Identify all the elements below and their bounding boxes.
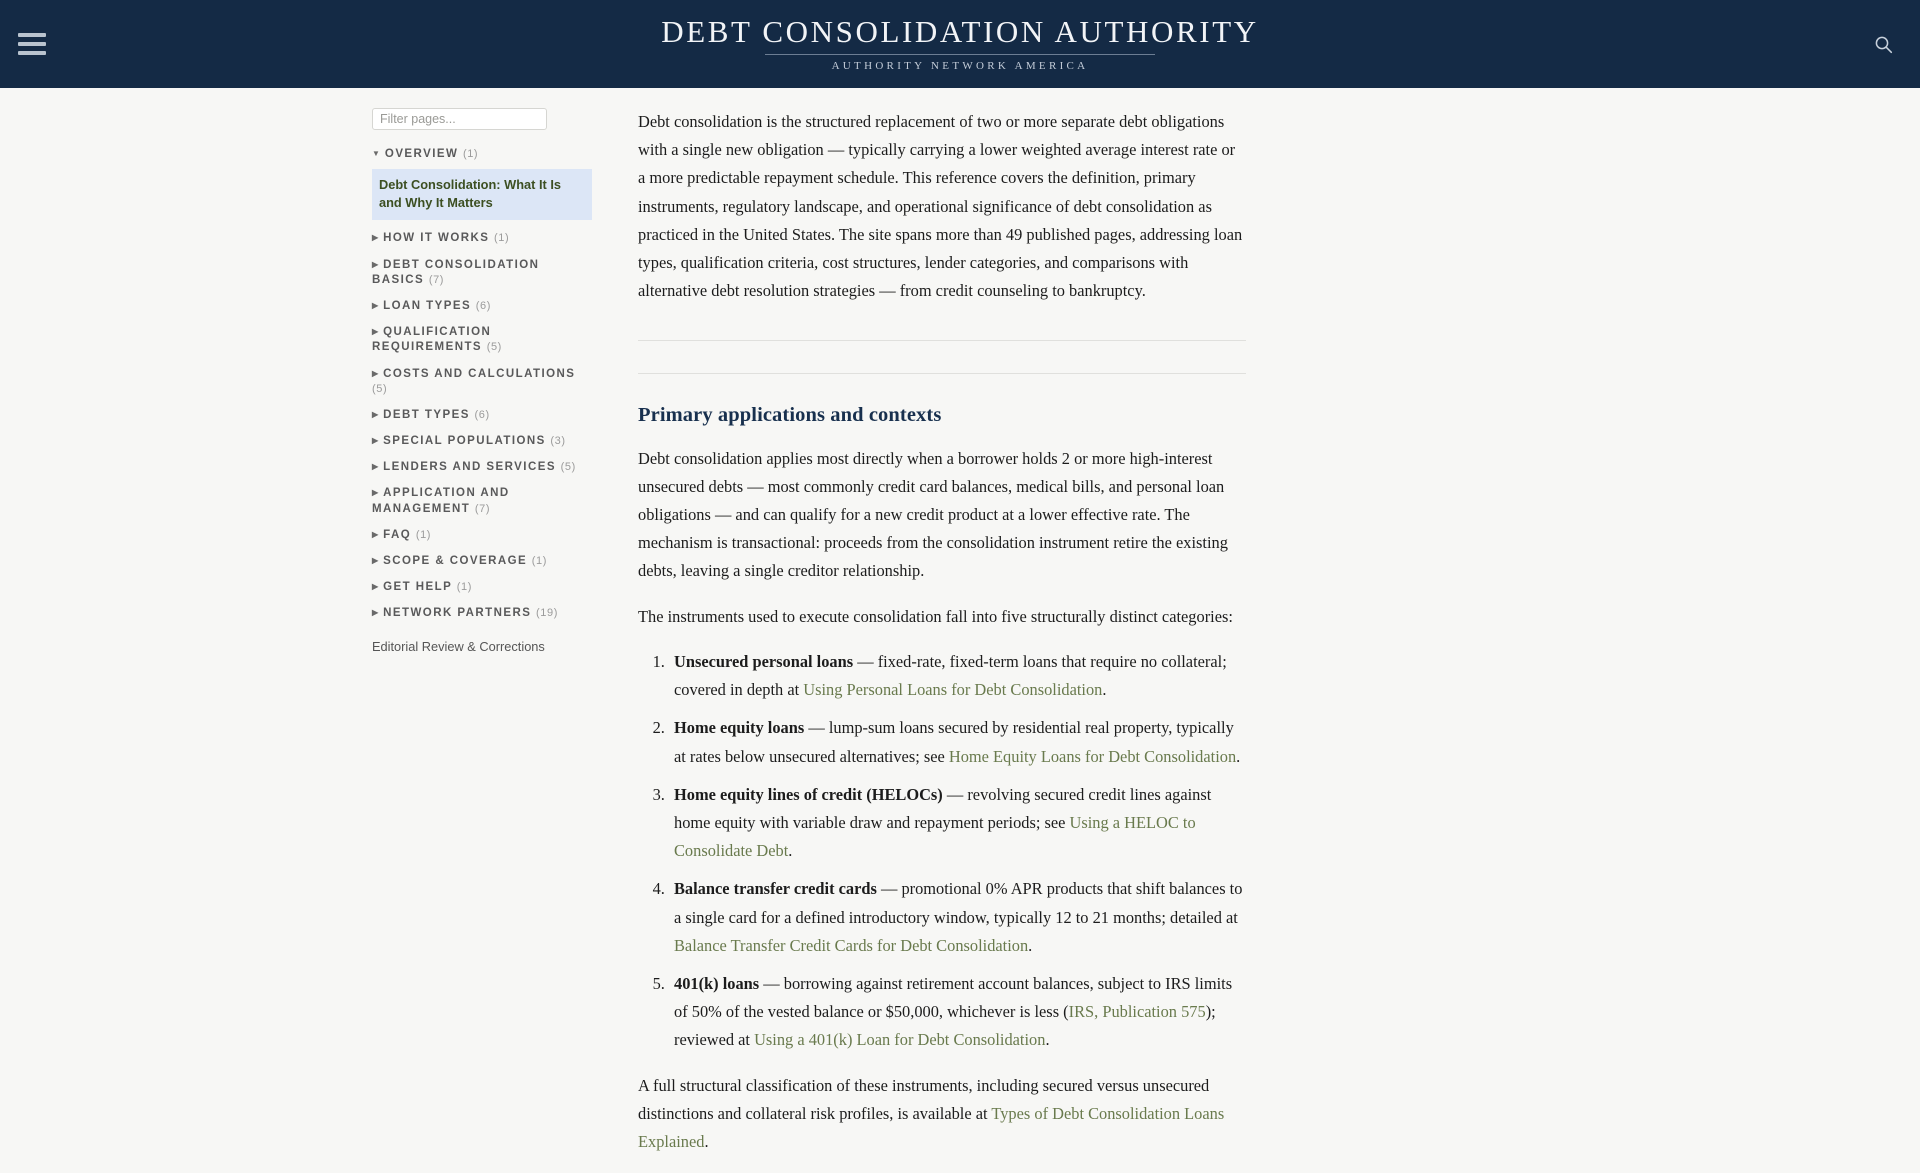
sidebar-section-count: (1): [462, 148, 479, 160]
list-item-text: — promotional 0% APR products that shift balances to a single card for a defined introductory window, typically 12 to 21 months; detailed at: [674, 879, 1243, 927]
sidebar-section-header[interactable]: [372, 299, 592, 314]
list-item-text-after: .: [788, 841, 793, 861]
site-header: [0, 0, 1920, 88]
closing-paragraph-link[interactable]: Types of Debt Consolidation Loans Explained: [638, 1103, 1225, 1152]
main-content: [638, 108, 1246, 1173]
sidebar-section-label: DEBT CONSOLIDATION BASICS: [372, 258, 540, 286]
list-item-text: — borrowing against retirement account balances, subject to IRS limits of 50% of the vested balance or $50,000, whichever is less (: [674, 974, 1233, 1022]
sidebar-section-how-it-works: [372, 231, 592, 246]
sidebar-section-label: GET HELP: [383, 581, 453, 594]
chevron-right-icon: ▶: [372, 555, 379, 565]
sidebar-section-header[interactable]: [372, 231, 592, 246]
sidebar-section-header[interactable]: [372, 606, 592, 621]
editorial-review-link[interactable]: Editorial Review & Corrections: [372, 639, 545, 655]
list-item-link[interactable]: Using a HELOC to Consolidate Debt: [674, 812, 1196, 861]
chevron-right-icon: ▶: [372, 233, 379, 243]
hamburger-icon[interactable]: [14, 29, 50, 59]
list-item: [669, 875, 1246, 960]
sidebar-section-label: DEBT TYPES: [383, 408, 470, 421]
sidebar-section-label: SCOPE & COVERAGE: [383, 554, 528, 567]
sidebar-section-header[interactable]: [372, 460, 592, 475]
sidebar-section-label: FAQ: [383, 528, 412, 541]
chevron-right-icon: ▶: [372, 608, 379, 618]
list-item-term: Home equity lines of credit (HELOCs): [674, 784, 943, 804]
sidebar-section-header[interactable]: [372, 258, 592, 288]
chevron-right-icon: ▶: [372, 529, 379, 539]
list-item-text-after: .: [1236, 746, 1241, 766]
list-item: [669, 970, 1246, 1055]
page-body: [0, 88, 1920, 1152]
list-item-link[interactable]: Home Equity Loans for Debt Consolidation: [948, 746, 1237, 766]
chevron-right-icon: ▶: [372, 327, 379, 337]
sidebar-section-count: (1): [531, 554, 548, 567]
sidebar-section-get-help: [372, 580, 592, 595]
hamburger-bar: [18, 42, 46, 46]
list-item-text: — revolving secured credit lines against home equity with variable draw and repayment periods; see: [674, 784, 1212, 832]
chevron-down-icon: ▼: [372, 149, 380, 158]
search-icon[interactable]: [1868, 29, 1898, 59]
list-item-text-after: .: [1045, 1030, 1050, 1050]
sidebar-section-count: (5): [486, 341, 502, 354]
sidebar-section-label: OVERVIEW: [384, 148, 459, 160]
chevron-right-icon: ▶: [372, 301, 379, 310]
sidebar-section-label: LOAN TYPES: [383, 300, 472, 312]
sidebar-section-header[interactable]: [372, 325, 592, 355]
sidebar-section-label: HOW IT WORKS: [383, 232, 490, 245]
list-item-text: — fixed-rate, fixed-term loans that require no collateral; covered in depth at: [674, 651, 1227, 700]
closing-paragraph: [638, 1072, 1246, 1157]
sidebar-section-label: APPLICATION AND MANAGEMENT: [372, 487, 510, 515]
list-item-text-after: .: [1028, 935, 1033, 955]
sidebar-section-label: NETWORK PARTNERS: [383, 607, 532, 620]
list-item: [669, 648, 1246, 704]
chevron-right-icon: ▶: [372, 488, 379, 498]
sidebar-section-header[interactable]: [372, 528, 592, 543]
chevron-right-icon: ▶: [372, 409, 379, 419]
site-branding: [661, 16, 1258, 72]
list-item-term: Balance transfer credit cards: [674, 879, 877, 899]
content-divider-bottom: [638, 373, 1246, 374]
chevron-right-icon: ▶: [372, 368, 379, 378]
hamburger-bar: [18, 33, 46, 37]
sidebar-section-special-populations: [372, 434, 592, 449]
instrument-list: [638, 648, 1246, 1055]
sidebar-section-count: (5): [372, 382, 388, 395]
sidebar-section-header[interactable]: [372, 580, 592, 595]
chevron-right-icon: ▶: [372, 582, 379, 592]
sidebar-section-application-and-management: [372, 486, 592, 516]
sidebar-section-count: (1): [415, 528, 432, 541]
list-item-link[interactable]: Using a 401(k) Loan for Debt Consolidation: [754, 1030, 1046, 1050]
list-item-text-mid: ); reviewed at: [674, 1002, 1216, 1050]
list-item: [669, 781, 1246, 866]
chevron-right-icon: ▶: [372, 462, 379, 472]
sidebar-section-label: QUALIFICATION REQUIREMENTS: [372, 326, 492, 354]
list-item-term: Home equity loans: [674, 718, 805, 738]
hamburger-bar: [18, 51, 46, 55]
closing-text-after: .: [704, 1132, 709, 1152]
sidebar-section-count: (7): [474, 502, 491, 515]
sidebar-section-count: (1): [494, 232, 510, 245]
sidebar-section-loan-types: [372, 299, 592, 314]
sidebar-section-count: (6): [474, 408, 490, 421]
sidebar-section-overview: [372, 147, 592, 220]
sidebar-section-label: SPECIAL POPULATIONS: [383, 435, 546, 448]
sidebar-section-header[interactable]: [372, 434, 592, 449]
list-item-link-citation[interactable]: IRS, Publication 575: [1068, 1002, 1206, 1022]
sidebar-section-header[interactable]: [372, 486, 592, 516]
body-paragraph: The instruments used to execute consolidation fall into five structurally distinct categories:: [638, 606, 1233, 626]
sidebar-section-list: [372, 147, 592, 654]
sidebar-section-count: (6): [475, 300, 492, 312]
sidebar-section-count: (7): [428, 273, 445, 286]
content-divider-top: [638, 340, 1246, 341]
sidebar-section-label: LENDERS AND SERVICES: [383, 461, 556, 474]
list-item-term: 401(k) loans: [674, 974, 760, 994]
intro-paragraph: Debt consolidation is the structured replacement of two or more separate debt obligations with a single new obligation — typically carrying a lower weighted average interest rate or a more predictable repayment schedule. This reference covers the definition, primary instruments, regulatory landscape, and operational significance of debt consolidation as practiced in the United States. The site spans more than 49 published pages, addressing loan types, qualification criteria, cost structures, lender categories, and comparisons with alternative debt resolution strategies — from credit counseling to bankruptcy.: [638, 112, 1243, 301]
sidebar-section-costs-and-calculations: [372, 367, 592, 397]
sidebar-section-qualification-requirements: [372, 325, 592, 355]
sidebar-section-header[interactable]: [372, 147, 592, 162]
sidebar-section-lenders-and-services: [372, 460, 592, 475]
sidebar-section-label: COSTS AND CALCULATIONS: [383, 367, 576, 380]
site-title: DEBT CONSOLIDATION AUTHORITY: [661, 14, 1259, 49]
sidebar-section-header[interactable]: [372, 554, 592, 569]
list-item-text-after: .: [1102, 680, 1107, 700]
sidebar-item-active-page[interactable]: Debt Consolidation: What It Is and Why It Matters: [372, 169, 592, 220]
list-item: [669, 714, 1246, 770]
sidebar-section-faq: [372, 528, 592, 543]
list-item-link[interactable]: Using Personal Loans for Debt Consolidation: [803, 680, 1103, 700]
sidebar-section-debt-consolidation-basics: [372, 258, 592, 288]
sidebar-section-count: (5): [560, 461, 576, 474]
sidebar-section-count: (1): [456, 581, 472, 594]
list-item-term: Unsecured personal loans: [674, 651, 854, 671]
sidebar-navigation: [372, 108, 592, 654]
sidebar-section-debt-types: [372, 408, 592, 423]
body-paragraph: Debt consolidation applies most directly when a borrower holds 2 or more high-interest unsecured debts — most commonly credit card balances, medical bills, and personal loan obligations — and can qualify for a new credit product at a lower effective rate. The mechanism is transactional: proceeds from the consolidation instrument retire the existing debts, leaving a single creditor relationship.: [638, 448, 1228, 581]
list-item-text: — lump-sum loans secured by residential real property, typically at rates below unsecured alternatives; see: [674, 718, 1234, 766]
sidebar-section-count: (3): [550, 435, 566, 448]
site-subtitle: AUTHORITY NETWORK AMERICA: [831, 60, 1089, 72]
list-item-link[interactable]: Balance Transfer Credit Cards for Debt Consolidation: [674, 935, 1029, 955]
chevron-right-icon: ▶: [372, 436, 379, 446]
filter-pages-input[interactable]: [372, 108, 547, 130]
title-divider: [765, 54, 1155, 55]
closing-text-before: A full structural classification of these instruments, including secured versus unsecured distinctions and collateral risk profiles, is available at: [638, 1075, 1210, 1123]
sidebar-section-header[interactable]: [372, 367, 592, 397]
sidebar-section-scope-and-coverage: [372, 554, 592, 569]
chevron-right-icon: ▶: [372, 259, 379, 269]
sidebar-section-header[interactable]: [372, 408, 592, 423]
page-section-heading: Primary applications and contexts: [638, 403, 942, 426]
sidebar-section-count: (19): [536, 607, 558, 620]
sidebar-section-network-partners: [372, 606, 592, 621]
